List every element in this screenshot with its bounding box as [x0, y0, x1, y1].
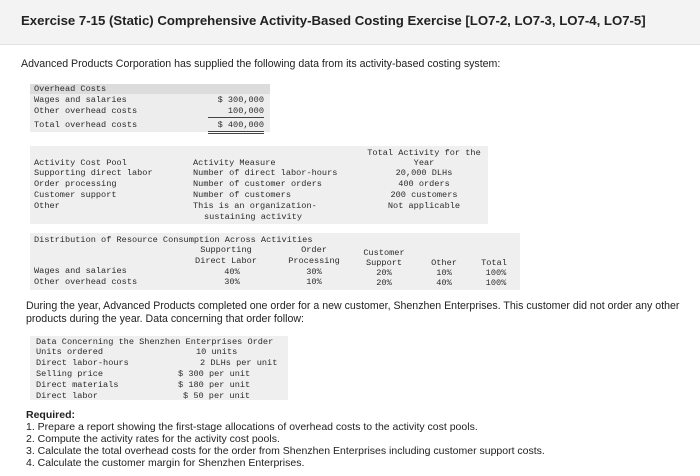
distribution-title: Distribution of Resource Consumption Across Activities [34, 235, 313, 245]
shenzhen-label: Direct labor-hours [36, 358, 129, 368]
dist-cell: 20% [376, 268, 392, 278]
required-section [26, 409, 545, 469]
required-item: 2. Compute the activity rates for the activity cost pools. [26, 433, 280, 445]
dist-cell: 30% [306, 267, 322, 277]
pool-name: Other [34, 201, 60, 211]
overhead-value-total: $ 400,000 [208, 120, 264, 134]
pool-total: 200 customers [390, 190, 458, 200]
pool-col-measure: Activity Measure [193, 158, 276, 168]
dist-cell: 40% [224, 267, 240, 277]
pool-col-total-2: Year [413, 158, 435, 168]
shenzhen-value: 10 units [196, 347, 238, 357]
exercise-header [0, 0, 700, 45]
dist-col-h2: Direct Labor [195, 256, 257, 266]
dist-col-h2: Processing [288, 256, 340, 266]
overhead-label-total: Total overhead costs [34, 120, 138, 130]
dist-cell: 10% [306, 277, 322, 287]
pool-name: Supporting direct labor [34, 168, 153, 178]
pool-col-total-1: Total Activity for the [367, 148, 481, 158]
overhead-value-other: 100,000 [208, 106, 264, 118]
pool-measure: Number of customer orders [193, 179, 322, 189]
pool-name: Customer support [34, 190, 117, 200]
shenzhen-title: Data Concerning the Shenzhen Enterprises Order [36, 337, 274, 347]
dist-col-h1: Supporting [200, 245, 252, 255]
dist-cell: 40% [436, 278, 452, 288]
dist-col-h2: Other [431, 258, 457, 268]
required-item: 4. Calculate the customer margin for Shenzhen Enterprises. [26, 457, 305, 469]
dist-col-h2: Support [365, 258, 403, 268]
pool-measure-cont: sustaining activity [204, 212, 302, 222]
pool-total: Not applicable [387, 201, 461, 211]
pool-name: Order processing [34, 179, 117, 189]
overhead-label-wages: Wages and salaries [34, 95, 127, 105]
pool-measure: Number of direct labor-hours [193, 168, 338, 178]
dist-cell: 20% [376, 278, 392, 288]
pool-col-pool: Activity Cost Pool [34, 158, 127, 168]
dist-cell: 100% [485, 278, 507, 288]
dist-col-h2: Total [481, 258, 507, 268]
shenzhen-label: Selling price [36, 369, 104, 379]
overhead-label-other: Other overhead costs [34, 106, 138, 116]
shenzhen-label: Direct materials [36, 380, 119, 390]
dist-cell: 30% [224, 277, 240, 287]
shenzhen-value: $ 50 per unit [183, 391, 251, 401]
dist-col-h1: Customer [363, 248, 405, 258]
pool-measure: Number of customers [193, 190, 291, 200]
dist-row-label: Other overhead costs [34, 277, 138, 287]
dist-col-h1: Order [301, 245, 327, 255]
overhead-value-wages: $ 300,000 [217, 95, 264, 105]
pool-measure: This is an organization- [193, 201, 317, 211]
required-heading: Required: [26, 409, 76, 421]
required-item: 3. Calculate the total overhead costs for the order from Shenzhen Enterprises including customer support costs. [26, 445, 545, 457]
overhead-heading: Overhead Costs [34, 84, 107, 94]
dist-row-label: Wages and salaries [34, 266, 127, 276]
shenzhen-label: Direct labor [36, 391, 98, 401]
pool-total: 20,000 DLHs [395, 168, 453, 178]
pool-total: 400 orders [398, 179, 450, 189]
exercise-title: Exercise 7-15 (Static) Comprehensive Activity-Based Costing Exercise [LO7-2, LO7-3, LO7-4, LO7-5] [21, 13, 646, 28]
shenzhen-value: $ 300 per unit [178, 369, 251, 379]
dist-cell: 10% [436, 268, 452, 278]
shenzhen-label: Units ordered [36, 347, 104, 357]
order-paragraph: During the year, Advanced Products completed one order for a new customer, Shenzhen Enterprises. This customer did not order any other products during the year. Data concerning that order follow: [26, 300, 680, 325]
intro-text: Advanced Products Corporation has supplied the following data from its activity-based costing system: [21, 58, 501, 70]
required-item: 1. Prepare a report showing the first-stage allocations of overhead costs to the activity cost pools. [26, 421, 478, 433]
shenzhen-value: $ 180 per unit [178, 380, 251, 390]
shenzhen-value: 2 DLHs per unit [200, 358, 278, 368]
dist-cell: 100% [485, 268, 507, 278]
